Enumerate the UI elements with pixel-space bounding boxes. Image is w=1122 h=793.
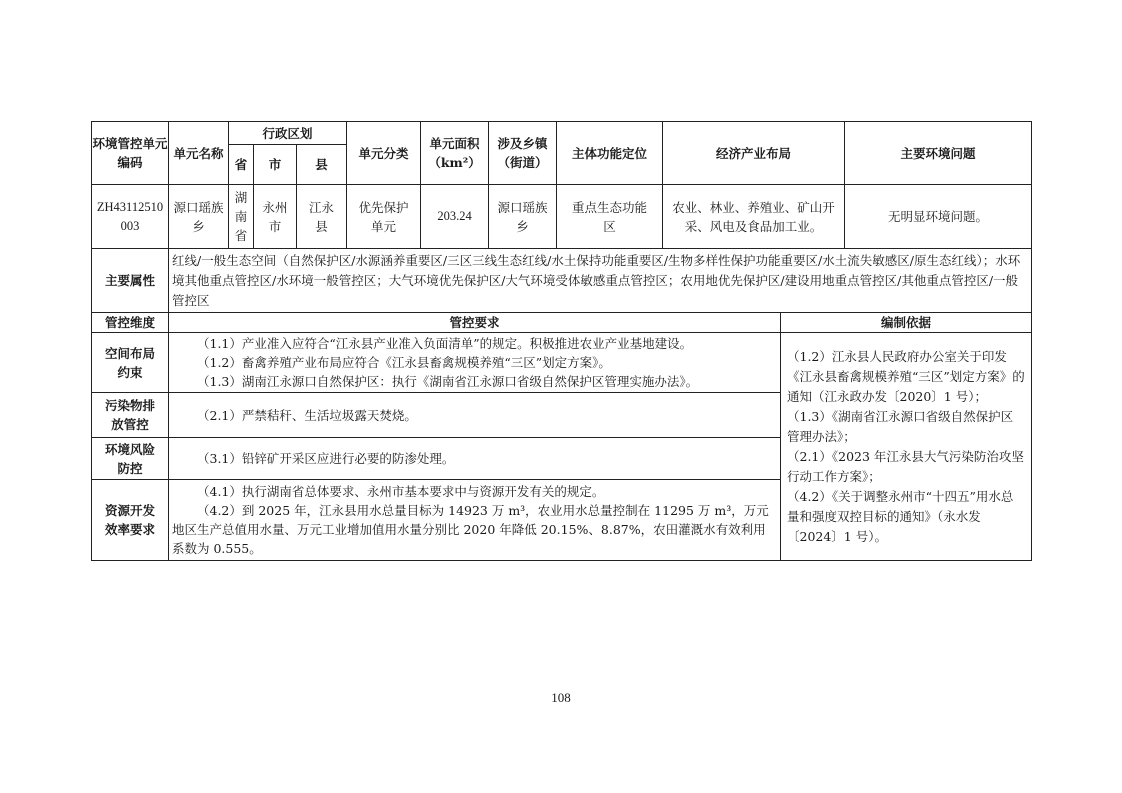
requirement-line: （4.2）到 2025 年，江永县用水总量目标为 14923 万 m³，农业用水总量控制在 11295 万 m³，万元地区生产总值用水量、万元工业增加值用水量分别比 2020 年降低 20.15%、8.87%，农田灌溉水有效利用系数为 0.555。	[172, 503, 769, 556]
attributes-label: 主要属性	[92, 249, 169, 313]
requirement-line: （4.1）执行湖南省总体要求、永州市基本要求中与资源开发有关的规定。	[197, 484, 605, 499]
attributes-table	[91, 248, 1032, 313]
basis-line: （2.1）《2023 年江永县大气污染防治攻坚行动工作方案》；	[787, 448, 1024, 484]
requirement-line: （1.3）湖南江永源口自然保护区：执行《湖南省江永源口省级自然保护区管理实施办法》。	[197, 374, 699, 389]
header-area: 单元面积（km²）	[421, 122, 489, 185]
unit-province: 湖南省	[229, 185, 254, 249]
header-admin: 行政区划	[229, 122, 347, 145]
header-county: 县	[297, 145, 347, 185]
unit-info-table	[91, 121, 1032, 249]
attributes-text: 红线/一般生态空间（自然保护区/水源涵养重要区/三区三线生态红线/水土保持功能重要区/生物多样性保护功能重要区/水土流失敏感区/原生态红线）；水环境其他重点管控区/水环境一般管控区；大气环境优先保护区/大气环境受体敏感重点管控区；农用地优先保护区/建设用地重点管控区/其他重点管控区/一般管控区	[169, 249, 1032, 313]
header-function: 主体功能定位	[557, 122, 663, 185]
header-towns: 涉及乡镇（街道）	[489, 122, 557, 185]
header-category: 单元分类	[347, 122, 421, 185]
header-city: 市	[254, 145, 297, 185]
requirement-line: （1.1）产业准入应符合“江永县产业准入负面清单”的规定。积极推进农业产业基地建设。	[197, 336, 693, 351]
header-name: 单元名称	[169, 122, 229, 185]
header-economy: 经济产业布局	[663, 122, 845, 185]
row-content-pollution	[169, 393, 781, 438]
unit-code: ZH43112510003	[92, 185, 169, 249]
unit-category: 优先保护单元	[347, 185, 421, 249]
header-province: 省	[229, 145, 254, 185]
unit-name: 源口瑶族乡	[169, 185, 229, 249]
page-number: 108	[551, 690, 571, 705]
unit-area: 203.24	[421, 185, 489, 249]
basis-line: （1.2）江永县人民政府办公室关于印发《江永县畜禽规模养殖“三区”划定方案》的通知（江永政办发〔2020〕1 号）；	[787, 348, 1025, 404]
basis-line: （4.2）《关于调整永州市“十四五”用水总量和强度双控目标的通知》（永水发〔2024〕1 号）。	[787, 488, 1014, 544]
row-label-risk: 环境风险防控	[92, 438, 169, 480]
row-content-spatial	[169, 333, 781, 393]
requirement-line: （1.2）畜禽养殖产业布局应符合《江永县畜禽规模养殖“三区”划定方案》。	[197, 355, 611, 370]
requirement-line: （3.1）铅锌矿开采区应进行必要的防渗处理。	[197, 451, 455, 466]
requirement-line: （2.1）严禁秸秆、生活垃圾露天焚烧。	[197, 407, 417, 423]
row-label-pollution: 污染物排放管控	[92, 393, 169, 438]
basis-line: （1.3）《湖南省江永源口省级自然保护区管理办法》；	[787, 408, 1014, 444]
header-code: 环境管控单元编码	[92, 122, 169, 185]
row-content-resource	[169, 480, 781, 561]
header-issues: 主要环境问题	[845, 122, 1032, 185]
unit-towns: 源口瑶族乡	[489, 185, 557, 249]
basis-cell	[781, 333, 1032, 561]
row-content-risk	[169, 438, 781, 480]
control-dimension-header: 管控维度	[92, 313, 169, 333]
unit-city: 永州市	[254, 185, 297, 249]
control-requirements-header: 管控要求	[169, 313, 781, 333]
unit-function: 重点生态功能区	[557, 185, 663, 249]
row-label-resource: 资源开发效率要求	[92, 480, 169, 561]
control-table	[91, 312, 1032, 561]
row-label-spatial: 空间布局约束	[92, 333, 169, 393]
control-basis-header: 编制依据	[781, 313, 1032, 333]
unit-county: 江永县	[297, 185, 347, 249]
unit-issues: 无明显环境问题。	[845, 185, 1032, 249]
unit-economy: 农业、林业、养殖业、矿山开采、风电及食品加工业。	[663, 185, 845, 249]
